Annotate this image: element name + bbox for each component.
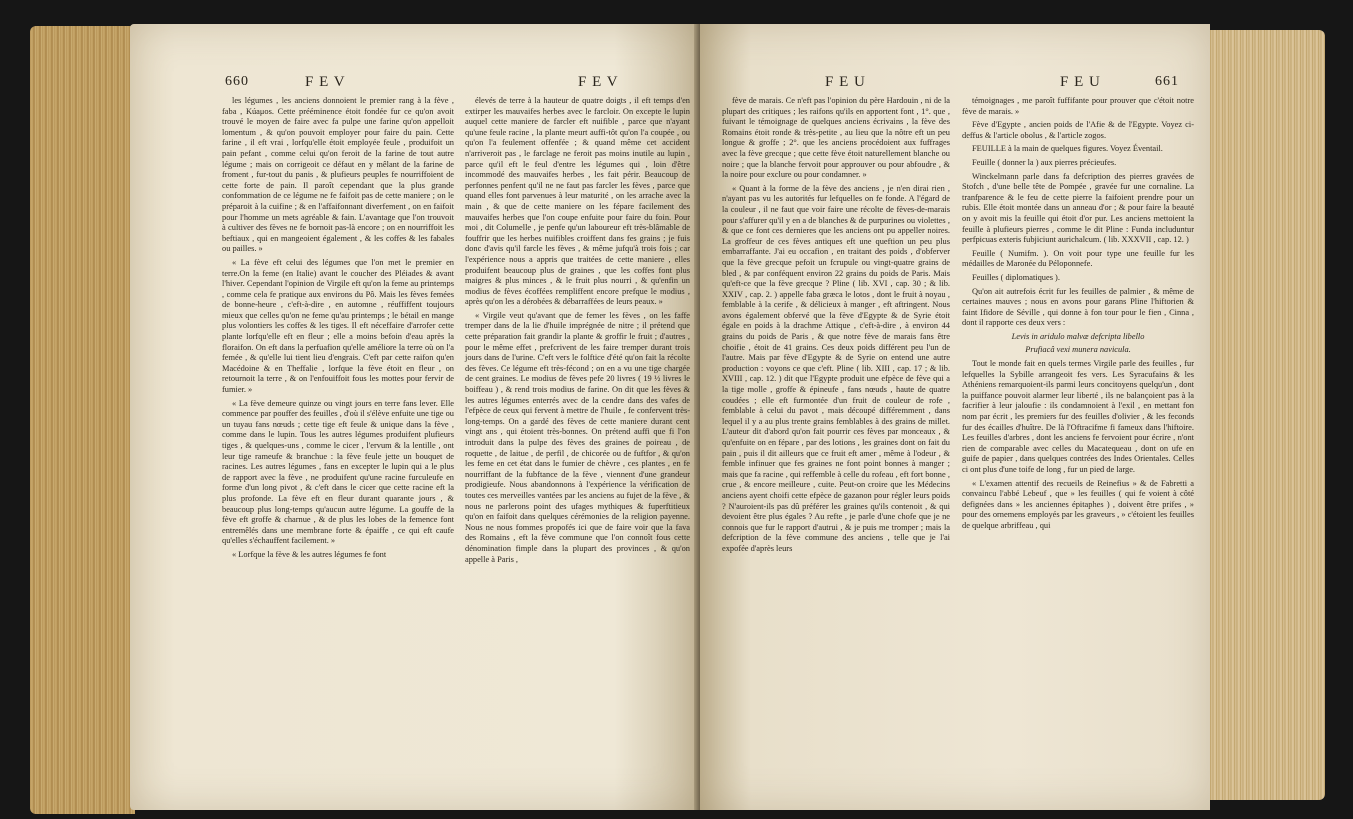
paragraph: « La fève demeure quinze ou vingt jours en terre fans lever. Elle commence par pouffer des feuilles , d'où il s'élève enfuite une tige ou un tuyau fans nœuds ; cette tige eft feule & unique dans la fève , comme dans le lupin. Tous les autres légumes produifent plufieurs tiges , & quelques-uns , comme le cicer , l'ervum & la lentille , ont leur tige rameufe & branchue : la fève feule jette un bouquet de racines. Les autres légumes , fans en excepter le lupin qui a le plus de rapport avec la fève , ne produifent qu'une racine furculeufe en forme d'un long pivot , & c'eft dans le cicer que cette racine eft la plus profonde. La fève eft en fleur durant quarante jours , & beaucoup plus long-temps qu'aucun autre légume. La gouffe de la fève eft groffe & charnue , & de plus les lobes de la femence font entremêlés dans une membrane forte & épaiffe , ce qui eft caufe qu'elles s'échauffent facilement. »	[222, 398, 454, 546]
paragraph: « La fève eft celui des légumes que l'on met le premier en terre.On la feme (en Italie) avant le coucher des Pléiades & avant l'hiver. Cependant l'opinion de Virgile eft qu'on la feme au printemps , comme cela fe pratique aux environs du Pô. Mais les fèves femées de bonne-heure , c'eft-à-dire , en automne , réuffiffent toujours mieux que celles qu'on ne feme qu'au printemps ; le bétail en mange plus volontiers les coffes & les tiges. Il eft néceffaire d'arrofer cette plante lorfqu'elle eft en fleur ; elle a moins befoin d'eau après la floraifon. On eft dans la perfuafion qu'elle améliore la terre où on l'a femée , & qu'elle lui tient lieu d'engrais. C'eft par cette raifon qu'en Macédoine & en Theffalie , lorfque la fève étoit en fleur , on retournoit la terre , & on l'enfouiffoit fous les mottes pour fervir de fumier. »	[222, 257, 454, 395]
paragraph: Tout le monde fait en quels termes Virgile parle des feuilles , fur lefquelles la Sybille arrangeoit fes vers. Les Syracufains & les Athéniens remarquoient-ils parmi leurs concitoyens quelqu'un , dont la puiffance pouvoit alarmer leur liberté , ils ne balançoient pas à la facrifier à leur jaloufie : ils condamnoient à l'exil , en mettant fon nom par écrit , les premiers fur des feuilles d'olivier , & les feconds fur des écailles d'huître. De là l'Oftracifme fi fameux dans l'hiftoire. Les feuilles d'arbres , dont les anciens fe fervoient pour écrire , n'ont rien de comparable avec celles du Macatequeau , dont on ufe en guife de papier , dans quelques contrées des Indes Orientales. Celles ci ont plus d'une toife de long , fur un pied de large.	[962, 359, 1194, 474]
paragraph: Qu'on ait autrefois écrit fur les feuilles de palmier , & même de certaines mauves ; nous en avons pour garans Pline l'hiftorien & faint Ifidore de Séville , qui donne à fon tour pour le fien , Cinna , dont il rapporte ces deux vers :	[962, 286, 1194, 328]
paragraph: fève de marais. Ce n'eft pas l'opinion du père Hardouin , ni de la plupart des critiques ; les raifons qu'ils en apportent font , 1°. que , fuivant le témoignage de quelques anciens écrivains , la fève des Romains étoit ronde & très-petite , au lieu que la nôtre eft un peu longue & groffe ; 2°. que les anciens procédoient aux fuffrages avec la fève grecque ; que cette fève étoit naturellement blanche ou noire ; que la blanche fervoit pour approuver ou pour abfoudre , & la noire pour exclure ou pour condamner. »	[722, 96, 950, 180]
paragraph: Fève d'Egypte , ancien poids de l'Afie & de l'Egypte. Voyez ci-deffus & l'article obolus , & l'article zogos.	[962, 120, 1194, 140]
paragraph: Feuilles ( diplomatiques ).	[972, 272, 1060, 282]
book-edge-left	[30, 26, 135, 814]
paragraph: « Lorfque la fève & les autres légumes fe font	[232, 549, 387, 559]
left-page-column-1	[222, 96, 454, 564]
paragraph: Winckelmann parle dans fa defcription des pierres gravées de Stofch , d'une belle tête de Pompée , gravée fur une cornaline. La tranfparence & le feu de cette pierre la faifoient prendre pour un rubis. Elle étoit montée dans un anneau d'or ; & pour faire la beauté on y avoit mis la feuille qui étoit d'or pur. Les anciens mettoient la feuille à plufieurs pierres , comme le dit Pline : Funda includuntur perfpicuas exteris fubjiciunt aurichalcum. ( lib. XXXVII , cap. 12. )	[962, 171, 1194, 245]
left-page-number: 660	[225, 74, 249, 89]
right-page	[700, 24, 1210, 810]
right-running-head-1: F E U	[825, 74, 866, 90]
left-running-head-2: F E V	[578, 74, 619, 90]
left-page	[130, 24, 700, 810]
right-running-head-2: F E U	[1060, 74, 1101, 90]
paragraph: les légumes , les anciens donnoient le premier rang à la fève , faba , Kúaμos. Cette prééminence étoit fondée fur ce qu'on avoit trouvé le moyen de faire avec fa pulpe une farine qu'on appelloit lomentum , & qu'on pouvoit employer pour faire du pain. Cette farine , il eft vrai , lorfqu'elle étoit employée feule , produifoit un pain pefant , comme celui qu'on feroit de la farine de tout autre légume ; mais on corrigeoit ce défaut en y mêlant de la farine de froment , fur-tout du panis , & plufieurs peuples fe nourriffoient de cette forte de pain. Il paroît cependant que la plus grande confommation de ce légume ne fe faifoit pas de cette maniere ; on le préparoit à la cuifine ; & en l'affaifonnant diverfement , on en faifoit pour l'homme un mets agréable & fain. L'avantage que l'on trouvoit à cultiver des fèves ne fe bornoit pas-là encore ; on en nourriffoit les beftiaux , qui en mangeoient également , & les coffes & les fabales ou pailles. »	[222, 96, 454, 254]
paragraph: témoignages , me paroît fuffifante pour prouver que c'étoit notre fève de marais. »	[962, 96, 1194, 116]
verse-line: Prufiacâ vexi munera navicula.	[1025, 345, 1131, 355]
paragraph: « Virgile veut qu'avant que de femer les fèves , on les faffe tremper dans de la lie d'huile imprégnée de nitre ; il prétend que cette préparation fait grandir la plante & groffir le fruit ; d'autres , pour le même effet , prefcrivent de les faire tremper durant trois jours dans de l'urine. C'eft vers le folftice d'été qu'on fait la récolte des fèves. Ce légume eft très-fécond ; on en a vu une tige chargée de cent graines. Le modius de fèves pefe 20 livres ( 19 ½ livres le boiffeau ) , & rend trois modius de farine. On dit que les fèves & les autres légumes enterrés avec de la cendre dans des vafes de l'efpèce de ceux qui fervent à mettre de l'huile , fe confervent très-long-temps. On a gardé des fèves de cette maniere durant cent vingt ans , qui étoient très-bonnes. On prétend auffi que fi l'on introduit dans la pulpe des fèves des graines de poireau , de roquette , de laitue , de perfil , de chicorée ou de fuftfor , & qu'on les feme en cet état dans le fumier de chèvre , ces plantes , en fe nourriffant de la fubftance de la fève , viennent d'une grandeur prodigieufe. Nous abandonnons à l'expérience la vérification de toutes ces merveilles vantées par les anciens au fujet de la fève , & nous ne parlerons point des ufages mythiques & fuperftitieux qu'on en faifoit dans quelques cérémonies de la religion payenne. Nous ne nous fommes propofés ici que de faire voir que la fava des Romains , eft la fève commune que l'on connoît fous cette dénomination fimple dans la plupart des provinces , & qu'on appelle à Paris ,	[465, 310, 690, 564]
left-page-column-2	[465, 96, 690, 568]
paragraph: élevés de terre à la hauteur de quatre doigts , il eft temps d'en extirper les mauvaifes herbes avec le farcloir. On excepte le lupin auquel cette maniere de farcler eft nuifible , parce que n'ayant qu'une feule racine , la plante meurt auffi-tôt qu'on l'a coupée , ou qu'on l'a feulement offenfée ; & quand même cet accident n'arriveroit pas , le farclage ne feroit pas moins inutile au lupin , parce qu'il eft le feul d'entre les légumes qui , loin d'être incommodé des mauvaifes herbes , les fait périr. Beaucoup de perfonnes penfent qu'il ne ne faut pas farcler les fèves , parce que quand elles font parvenues à leur maturité , on les arrache avec la main , & que de cette maniere on les fépare facilement des mauvaifes herbes que l'on coupe enfuite pour faire du foin. Pour moi , dit Columelle , je penfe qu'un laboureur eft très-blâmable de fouffrir que les herbes nuifibles croiffent dans fes grains ; je fuis donc d'avis qu'il farcle les fèves , & même jufqu'à trois fois ; car l'expérience nous a appris que traitées de cette maniere , elles produifent beaucoup plus de graines , que les coffes font plus maigres & plus minces , & le fruit plus nourri , & qu'enfin un modius de fèves écoffées rempliffent encore prefque le modius , après qu'on les a dérobées & débarraffées de leurs peaux. »	[465, 96, 690, 307]
paragraph: Feuille ( donner la ) aux pierres précieufes.	[972, 157, 1117, 167]
left-running-head-1: F E V	[305, 74, 346, 90]
right-page-column-1	[722, 96, 950, 558]
paragraph: « L'examen attentif des recueils de Reinefius » & de Fabretti a convaincu l'abbé Lebeuf , que » les feuilles ( qui fe voient à côté defignées dans » les anciennes épitaphes ) , doivent être prifes , » pour des ornemens employés par les graveurs , » c'étoient les feuilles de quelque arbriffeau , qui	[962, 478, 1194, 530]
book-edge-right	[1205, 30, 1325, 800]
paragraph: Feuille ( Numifm. ). On voit pour type une feuille fur les médailles de Maronée du Péloponnefe.	[962, 248, 1194, 269]
right-page-number: 661	[1155, 74, 1179, 89]
paragraph: « Quant à la forme de la fève des anciens , je n'en dirai rien , n'ayant pas vu les autorités fur lefquelles on fe fonde. A l'égard de la couleur , il ne faut que voir faire une récolte de fèves-de-marais pour s'affurer qu'il y en a de blanches & de purpurines ou violettes , & que ce font ces dernieres que les anciens ont pu appeller noires. La groffeur de ces fèves antiques eft une queftion un peu plus embarraffante. J'ai eu occafion , en traitant des poids , d'obferver que la fève grecque pefoit un fcrupule ou vingt-quatre grains de bled , & par conféquent environ 22 grains du poids de Paris. Mais qu'eft-ce que la fève grecque ? Pline ( lib. XVI , cap. 30 ; & lib. XXIV , cap. 2. ) appelle faba græca le lotos , dont le fruit à noyau , femblable à la cerife , & délicieux à manger , eft aftringent. Nous avons également obfervé que la fève d'Egypte & de Syrie étoit égale en poids à la drachme Attique , c'eft-à-dire , à environ 44 grains du poids de Paris , & que notre fève de marais fans être choifie , étoit de 41 grains. Ces deux poids différent peu l'un de l'autre. Mais par fève d'Egypte & de Syrie on entend une autre production : voyons ce que c'eft. Pline ( lib. XIII , cap. 17 ; & lib. XVIII , cap. 12. ) dit que l'Egypte produit une efpèce de fève qui a la tige molle , groffe & épineufe , fans nœuds , haute de quatre coudées ; elle eft furmontée d'un fruit de couleur de rofe , femblable à celui du pavot , mais découpé différemment , dans lequel il y a au plus trente grains femblables à des grains de millet. L'auteur dit d'abord qu'on fait pourrir ces fèves par monceaux , & qu'enfuite on en fépare , par des lotions , les graines dont on fait du pain , puis il dit ailleurs que ce fruit eft amer , même à l'odeur , & femble infinuer que fes graines ne font point bonnes à manger ; mais que fa racine , qui reffemble à celle du rofeau , eft fort bonne , crue , & encore meilleure , cuite. Peut-on croire que les Médecins anciens ayent choifi cette efpèce de gazanon pour régler leurs poids ? N'auroient-ils pas dû préférer les graines qu'ils contenoit , & qui devoient être plus égales ? Au refte , je parle d'une chofe que je ne connois que fur le rapport d'autrui , & je puis me tromper ; mais la defcription de la fève commune des anciens , telle que je l'ai expofée d'après leurs	[722, 183, 950, 553]
right-page-column-2	[962, 96, 1194, 535]
verse-line: Levis in aridulo malvæ defcripta libello	[1011, 331, 1145, 341]
paragraph: FEUILLE à la main de quelques figures. Voyez Éventail.	[972, 144, 1163, 154]
